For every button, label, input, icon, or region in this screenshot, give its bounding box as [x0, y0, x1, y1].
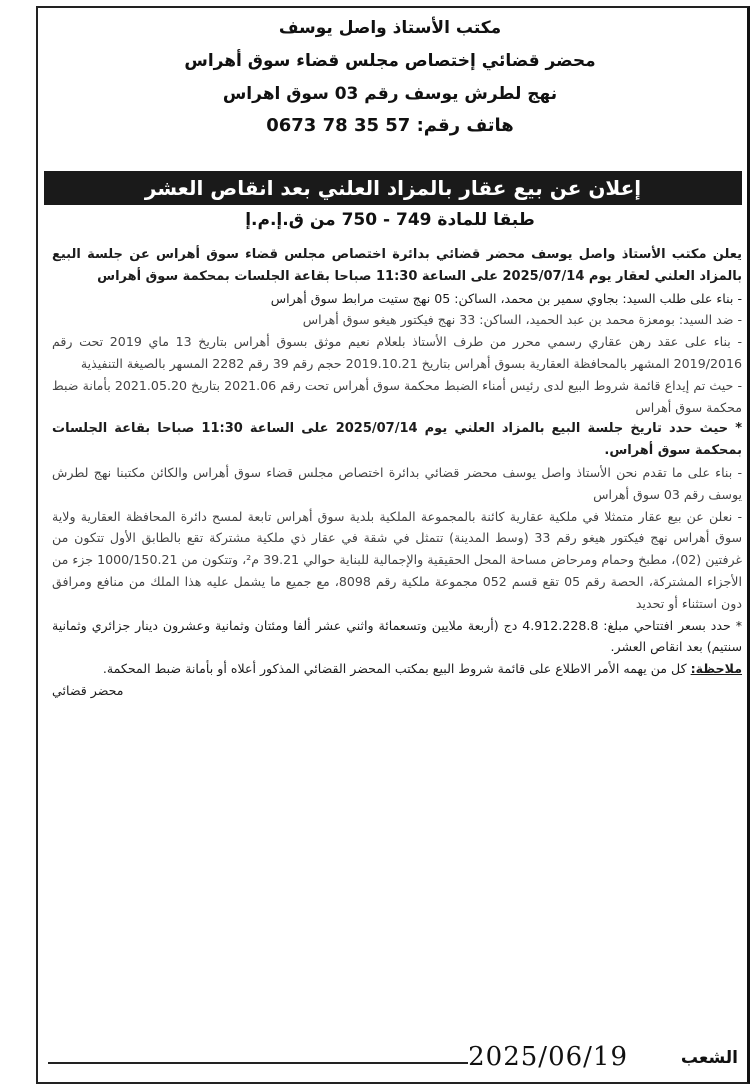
- publication-footer: [40, 1044, 740, 1078]
- office-name: مكتب الأستاذ واصل يوسف: [278, 18, 502, 38]
- office-phone: هاتف رقم: 57 35 78 0673: [266, 115, 514, 136]
- bailiff-paragraph: - بناء على ما تقدم نحن الأستاذ واصل يوسف محضر قضائي بدائرة اختصاص مجلس قضاء سوق أهراس والكائن مكتبنا نهج لطرش يوسف رقم 03 سوق أهراس: [52, 464, 742, 502]
- footer-rule: [48, 1062, 468, 1064]
- notice-title: إعلان عن بيع عقار بالمزاد العلني بعد انقاص العشر: [44, 171, 742, 205]
- note-paragraph: [52, 658, 742, 680]
- newspaper-name: الشعب: [680, 1048, 738, 1068]
- legal-reference: طبقا للمادة 749 - 750 من ق.إ.م.إ: [245, 210, 535, 230]
- note-text: كل من يهمه الأمر الاطلاع على قائمة شروط البيع بمكتب المحضر القضائي المذكور أعلاه أو بأمانة ضبط المحكمة.: [102, 661, 687, 677]
- note-label: ملاحظة:: [690, 661, 742, 677]
- property-description-paragraph: - نعلن عن بيع عقار متمثلا في ملكية عقارية كائنة بالمجموعة الملكية بلدية سوق أهراس تابعة لمسح دائرة المحافظة العقارية ولاية سوق أهراس نهج فيكتور هيغو رقم 33 (وسط المدينة) تتمثل في شقة في عقار ذي ملكية مشتركة تقع بالطابق الأول تتكون من غرفتين (02)، مطبخ وحمام ومرحاض مساحة المحل الحقيقية والإجمالية للبناية حوالي 39.21 م²، وتتكون من 1000/150.21 جزء من الأجزاء المشتركة، الحصة رقم 05 تقع قسم 052 مجموعة ملكية رقم 8098، مع جميع ما يشمل عليه هذا الملك من منافع ومرافق دون استثناء أو تحديد: [52, 508, 742, 611]
- notice-header: [40, 12, 740, 141]
- defendant-paragraph: - ضد السيد: بومعزة محمد بن عبد الحميد، الساكن: 33 نهج فيكتور هيغو سوق أهراس: [302, 312, 742, 328]
- signature: محضر قضائي: [52, 682, 124, 698]
- office-address: نهج لطرش يوسف رقم 03 سوق اهراس: [222, 84, 558, 104]
- opening-price-paragraph: * حدد بسعر افتتاحي مبلغ: 4.912.228.8 دج (أربعة ملايين وتسعمائة واثني عشر ألفا ومئتان وثمانية وعشرون دينار جزائري وثمانية سنتيم) بعد انقاص العشر.: [52, 617, 742, 655]
- plaintiff-paragraph: - بناء على طلب السيد: بجاوي سمير بن محمد، الساكن: 05 نهج ستيت مرابط سوق أهراس: [270, 290, 742, 306]
- sale-date-paragraph: * حيث حدد تاريخ جلسة البيع بالمزاد العلني يوم 2025/07/14 على الساعة 11:30 صباحا بقاعة الجلسات بمحكمة سوق أهراس.: [52, 421, 742, 459]
- mortgage-paragraph: - بناء على عقد رهن عقاري رسمي محرر من طرف الأستاذ بلعلام نعيم موثق بسوق أهراس بتاريخ 13 ماي 2019 تحت رقم 2019/2016 المشهر بالمحافظة العقارية بسوق أهراس بتاريخ 2019.10.21 حجم رقم 39 رقم 2282 المسهر بالصيغة التنفيذية: [52, 334, 743, 371]
- announcement-paragraph: يعلن مكتب الأستاذ واصل يوسف محضر قضائي بدائرة اختصاص مجلس قضاء سوق أهراس عن جلسة البيع بالمزاد العلني لعقار يوم 2025/07/14 على الساعة 11:30 صباحا بقاعة الجلسات بمحكمة سوق أهراس: [52, 247, 742, 284]
- publication-date: 2025/06/19: [468, 1042, 628, 1072]
- deposit-paragraph: - حيث تم إيداع قائمة شروط البيع لدى رئيس أمناء الضبط محكمة سوق أهراس تحت رقم 2021.06 بتاريخ 2021.05.20 بأمانة ضبط محكمة سوق أهراس: [52, 377, 742, 415]
- bailiff-role: محضر قضائي إختصاص مجلس قضاء سوق أهراس: [184, 51, 596, 71]
- notice-body: [52, 244, 742, 702]
